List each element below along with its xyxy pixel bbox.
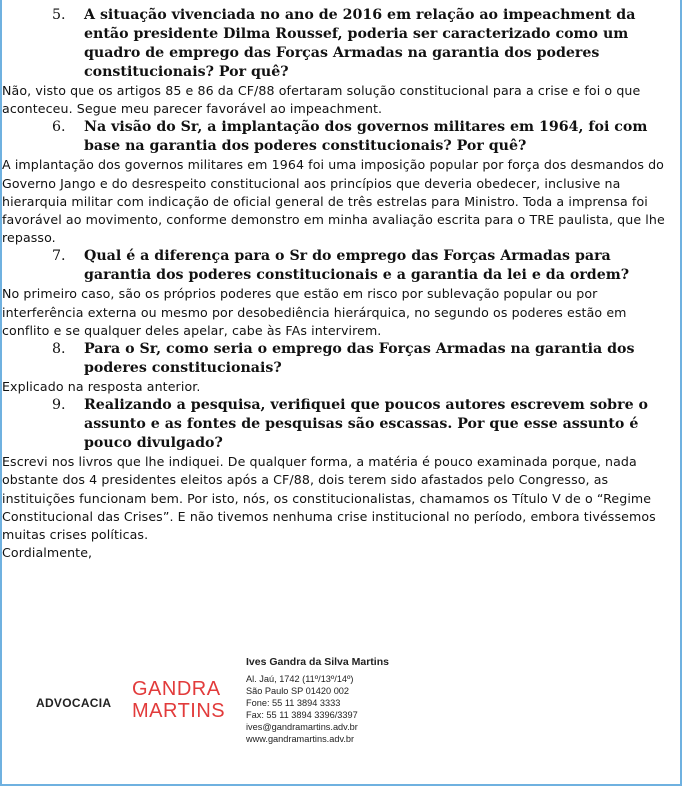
signature-block [2,640,682,760]
answer-6: A implantação dos governos militares em 1964 foi uma imposição popular por força dos desmandos do Governo Jango e do desrespeito constitucional aos princípios que deveria obedecer, inclusive na hierarquia militar com indicação de oficial general de três estrelas para Ministro. Toda a imprensa foi favorável ao movimento, conforme demonstro em minha avaliação escrita para o TRE paulista, que lhe repasso. [2,157,665,246]
website-line: www.gandramartins.adv.br [246,734,355,745]
question-8: 8. Para o Sr, como seria o emprego das Forças Armadas na garantia dos poderes constitucionais? [52,341,635,377]
closing: Cordialmente, [2,545,93,561]
answer-9: Escrevi nos livros que lhe indiquei. De qualquer forma, a matéria é pouco examinada porque, nada obstante dos 4 presidentes eleitos após a CF/88, dois terem sido afastados pelo Congresso, as instituições funcionam bem. Por isto, nós, os constitucionalistas, chamamos os Título V de o “Regime Constitucional das Crises”. E não tivemos nenhuma crise institucional no período, embora tivéssemos muitas crises políticas. [2,454,656,543]
email-line: ives@gandramartins.adv.br [246,722,358,733]
phone-line: Fone: 55 11 3894 3333 [246,698,341,709]
answer-7: No primeiro caso, são os próprios poderes que estão em risco por sublevação popular ou por interferência externa ou mesmo por desobediência hierárquica, no segundo os poderes estão em conflito e se qualquer deles apelar, cabe às FAs intervirem. [2,286,627,338]
firm-label: ADVOCACIA [36,696,112,710]
question-9: 9. Realizando a pesquisa, verifiquei que poucos autores escrevem sobre o assunto e as fontes de pesquisas são escassas. Por que esse assunto é pouco divulgado? [52,397,648,452]
question-6: 6. Na visão do Sr, a implantação dos governos militares em 1964, foi com base na garantia dos poderes constitucionais? Por quê? [52,119,648,155]
logo-line-1: GANDRA [132,678,221,700]
fax-line: Fax: 55 11 3894 3396/3397 [246,710,358,721]
contact-card [246,656,389,746]
signer-name: Ives Gandra da Silva Martins [246,656,389,668]
address-line: Al. Jaú, 1742 (11º/13º/14º) [246,674,354,684]
answer-8: Explicado na resposta anterior. [2,379,201,395]
logo-line-2: MARTINS [132,700,226,722]
gandra-martins-logo [132,678,225,722]
question-7: 7. Qual é a diferença para o Sr do emprego das Forças Armadas para garantia dos poderes constitucionais e a garantia da lei e da ordem? [52,248,630,284]
qa-content [2,6,674,562]
answer-5: Não, visto que os artigos 85 e 86 da CF/88 ofertaram solução constitucional para a crise e foi o que aconteceu. Segue meu parecer favorável ao impeachment. [2,83,641,117]
city-line: São Paulo SP 01420 002 [246,686,350,697]
question-5: 5. A situação vivenciada no ano de 2016 em relação ao impeachment da então presidente Dilma Roussef, poderia ser caracterizado como um quadro de emprego das Forças Armadas na garantia dos poderes constitucionais? Por quê? [52,7,636,80]
